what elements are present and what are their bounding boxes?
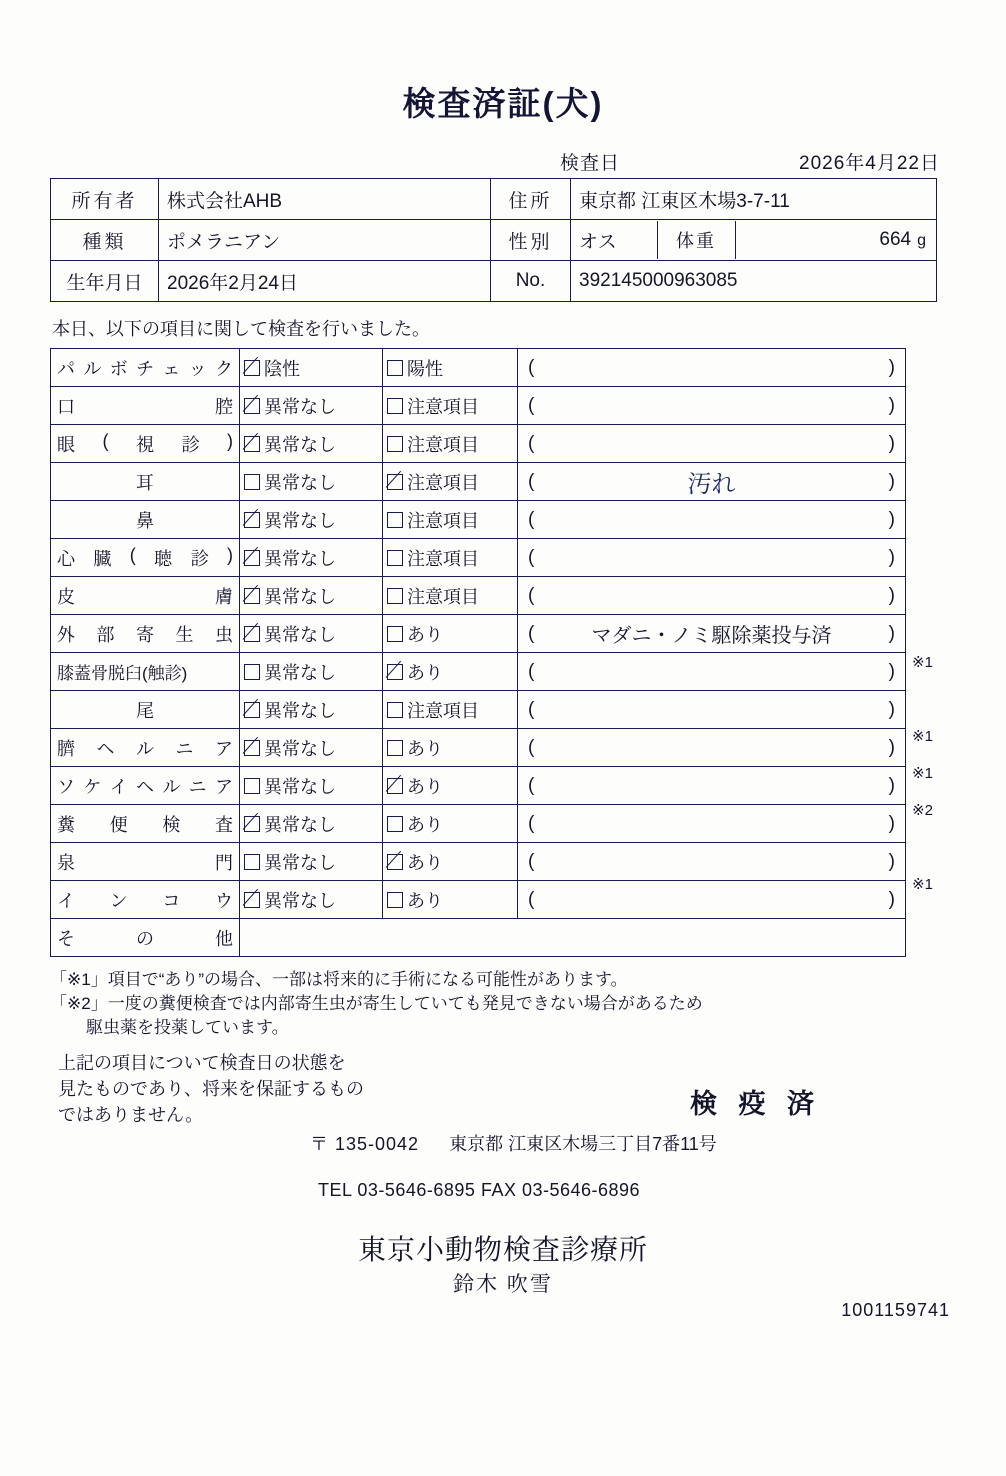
footnote-marker [912,496,972,533]
checkbox-label: あり [407,738,443,759]
lead-sentence: 本日、以下の項目に関して検査を行いました。 [52,319,430,339]
footnotes [50,968,703,1040]
checklist-item-label [51,767,240,805]
checklist-item-label [51,653,240,691]
checklist-item-text: 泉 門 [57,852,233,873]
checkbox-label: 異常なし [264,586,336,607]
checkbox-icon[interactable] [387,360,403,376]
checklist-row-other [51,919,906,957]
checklist-row [51,729,906,767]
paren-close: ) [888,356,895,378]
paren-open: ( [528,888,535,910]
footnote-marker [912,422,972,459]
checkbox-icon[interactable] [387,854,403,870]
page-title: 検査済証(犬) [402,85,604,122]
paren-close: ) [888,698,895,720]
checkbox-option-primary[interactable] [240,653,383,691]
quarantine-stamp: 検 疫 済 [690,1089,822,1119]
checkbox-icon[interactable] [244,436,260,452]
checkbox-icon[interactable] [244,816,260,832]
paren-close: ) [888,432,895,454]
checkbox-label: 陽性 [407,358,443,379]
paren-open: ( [528,356,535,378]
document-number: 1001159741 [841,1300,950,1320]
checkbox-icon[interactable] [244,778,260,794]
checklist-item-text: ソ ケ イ ヘ ル ニ ア [57,776,233,797]
checkbox-icon[interactable] [244,588,260,604]
footnote-marker [912,385,972,422]
paren-close: ) [888,660,895,682]
paren-open: ( [528,774,535,796]
paren-open: ( [528,546,535,568]
animal-info-table [50,178,937,302]
checkbox-option-secondary[interactable] [383,843,518,881]
checkbox-icon[interactable] [387,474,403,490]
checklist-row [51,767,906,805]
checkbox-option-secondary[interactable] [383,691,518,729]
checklist-item-text: 糞 便 検 査 [57,814,233,835]
checkbox-icon[interactable] [244,474,260,490]
footnote-marker [912,607,972,644]
paren-open: ( [528,470,535,492]
checkbox-label: 異常なし [264,434,336,455]
footnote-marker: ※1 [912,765,933,782]
checkbox-label: 注意項目 [407,396,479,417]
checklist-table [50,348,906,957]
other-label: そ の 他 [51,919,240,957]
paren-open: ( [528,850,535,872]
checklist-row [51,615,906,653]
checklist-note-cell[interactable] [518,539,906,577]
footnote-marker: ※1 [912,728,933,745]
checkbox-icon[interactable] [387,626,403,642]
paren-close: ) [888,394,895,416]
checkbox-option-primary[interactable] [240,463,383,501]
checklist-item-label [51,349,240,387]
sex-label: 性別 [491,220,571,261]
no-value: 392145000963085 [571,261,937,302]
checkbox-icon[interactable] [387,816,403,832]
table-row [51,261,937,302]
checkbox-option-secondary[interactable] [383,387,518,425]
checklist-item-text: 耳 [136,472,154,493]
checkbox-icon[interactable] [387,664,403,680]
checklist-note-cell[interactable] [518,843,906,881]
checklist-row [51,501,906,539]
checkbox-option-primary[interactable] [240,843,383,881]
weight-value: 664 [879,229,912,250]
checklist-note-cell[interactable] [518,805,906,843]
address-value: 東京都 江東区木場3-7-11 [571,179,937,220]
checklist-row [51,387,906,425]
checkbox-label: 異常なし [264,890,336,911]
checkbox-option-secondary[interactable] [383,805,518,843]
checkbox-option-secondary[interactable] [383,767,518,805]
checkbox-option-secondary[interactable] [383,463,518,501]
handwritten-note: 汚れ [687,470,736,498]
checkbox-label: 注意項目 [407,548,479,569]
checklist-item-label [51,501,240,539]
checklist-item-text: 尾 [136,700,154,721]
owner-label: 所有者 [51,179,159,220]
birth-label: 生年月日 [51,261,159,302]
paren-open: ( [528,394,535,416]
checkbox-icon[interactable] [387,892,403,908]
clinic-zip: 〒 135-0042 [310,1134,420,1154]
checklist-note-cell[interactable] [518,691,906,729]
checkbox-label: あり [407,890,443,911]
checkbox-icon[interactable] [244,512,260,528]
checklist-item-label [51,539,240,577]
note-text: マダニ・ノミ駆除薬投与済 [591,625,832,647]
checklist-item-text: 心 臓 ( 聴 診 ) [57,544,233,569]
checklist-item-label [51,843,240,881]
footnote-marker [912,570,972,607]
weight-label: 体重 [657,221,735,259]
checkbox-label: 異常なし [264,624,336,645]
checkbox-icon[interactable] [387,550,403,566]
footnote-2: 「※2」一度の糞便検査では内部寄生虫が寄生していても発見できない場合があるため [50,994,703,1014]
paren-open: ( [528,698,535,720]
checklist-note-cell[interactable] [518,767,906,805]
checkbox-icon[interactable] [244,398,260,414]
paren-close: ) [888,850,895,872]
checklist-note-cell[interactable] [518,729,906,767]
checkbox-option-secondary[interactable] [383,615,518,653]
footnote-marker: ※1 [912,654,933,671]
checklist-item-text: 鼻 [136,510,154,531]
footnote-marker: ※2 [912,802,933,819]
paren-close: ) [888,736,895,758]
paren-open: ( [528,432,535,454]
footnote-marker [912,829,972,866]
checklist-row [51,691,906,729]
checklist-item-text: 臍 ヘ ル ニ ア [57,738,233,759]
checkbox-icon[interactable] [387,512,403,528]
footnote-marker-column [912,348,972,903]
checkbox-option-primary[interactable] [240,349,383,387]
checkbox-label: あり [407,776,443,797]
footnote-1: 「※1」項目で“あり”の場合、一部は将来的に手術になる可能性があります。 [50,970,628,989]
checkbox-label: 注意項目 [407,434,479,455]
checkbox-option-primary[interactable] [240,425,383,463]
checkbox-label: 注意項目 [407,472,479,493]
breed-label: 種類 [51,220,159,261]
checklist-note-cell[interactable] [518,653,906,691]
checkbox-option-primary[interactable] [240,615,383,653]
checkbox-icon[interactable] [244,740,260,756]
checkbox-icon[interactable] [387,588,403,604]
checklist-item-text: イ ン コ ウ [57,890,233,911]
checklist-item-text: パ ル ボ チ ェ ッ ク [57,358,233,379]
checkbox-option-secondary[interactable] [383,577,518,615]
checkbox-option-primary[interactable] [240,387,383,425]
checkbox-icon[interactable] [387,740,403,756]
disclaimer [58,1050,364,1128]
paren-close: ) [888,546,895,568]
checkbox-option-secondary[interactable] [383,539,518,577]
clinic-name: 東京小動物検査診療所 [357,1234,648,1265]
breed-value: ポメラニアン [159,220,491,261]
checkbox-option-secondary[interactable] [383,349,518,387]
checkbox-label: あり [407,624,443,645]
sex-value: オス [571,221,657,259]
checkbox-option-secondary[interactable] [383,653,518,691]
checkbox-label: あり [407,662,443,683]
table-row [51,220,937,261]
paren-open: ( [528,622,535,644]
checkbox-label: 異常なし [264,738,336,759]
checkbox-icon[interactable] [244,892,260,908]
birth-value: 2026年2月24日 [159,261,491,302]
checklist-item-text: 皮 膚 [57,586,233,607]
checkbox-option-primary[interactable] [240,881,383,919]
checkbox-icon[interactable] [387,702,403,718]
table-row [51,179,937,220]
checkbox-option-primary[interactable] [240,805,383,843]
checklist-item-label [51,615,240,653]
checkbox-icon[interactable] [244,626,260,642]
checklist-item-label [51,881,240,919]
weight-unit: g [917,232,926,249]
checklist-note-cell[interactable] [518,463,906,501]
checklist-row [51,653,906,691]
checkbox-icon[interactable] [387,398,403,414]
checklist-row [51,425,906,463]
checkbox-label: 注意項目 [407,510,479,531]
sex-weight-cell [571,220,937,261]
paren-close: ) [888,622,895,644]
checklist-item-label [51,691,240,729]
checkbox-option-primary[interactable] [240,691,383,729]
footnote-marker [912,533,972,570]
checkbox-label: 異常なし [264,510,336,531]
checkbox-option-secondary[interactable] [383,729,518,767]
disclaimer-line-1: 上記の項目について検査日の状態を [58,1053,346,1073]
checkbox-option-secondary[interactable] [383,501,518,539]
checkbox-option-secondary[interactable] [383,881,518,919]
disclaimer-line-3: ではありません。 [58,1105,204,1126]
clinic-address-line [310,1130,717,1156]
checklist-item-label [51,805,240,843]
checklist-note-cell[interactable] [518,349,906,387]
checklist-row [51,577,906,615]
checkbox-label: 異常なし [264,852,336,873]
checklist-row [51,881,906,919]
checklist-item-label [51,387,240,425]
checkbox-option-primary[interactable] [240,539,383,577]
checkbox-option-primary[interactable] [240,767,383,805]
checklist-item-label [51,463,240,501]
disclaimer-line-2: 見たものであり、将来を保証するもの [58,1079,364,1100]
checklist-note-cell[interactable] [518,387,906,425]
checklist-row [51,805,906,843]
clinic-signer: 鈴木 吹雪 [453,1273,553,1296]
checkbox-label: 陰性 [264,358,300,379]
clinic-tel: TEL 03-5646-6895 FAX 03-5646-6896 [318,1180,641,1200]
checklist-row [51,539,906,577]
footnote-marker [912,459,972,496]
checklist-note-cell[interactable] [518,615,906,653]
checklist-row [51,843,906,881]
checklist-item-text: 外 部 寄 生 虫 [57,624,233,645]
other-value[interactable] [240,919,906,957]
address-label: 住所 [491,179,571,220]
checkbox-label: 異常なし [264,396,336,417]
checklist-item-text: 口 腔 [57,396,233,417]
checklist-note-cell[interactable] [518,577,906,615]
checklist-item-text: 眼 ( 視 診 ) [57,430,233,455]
checkbox-label: 異常なし [264,548,336,569]
paren-close: ) [888,584,895,606]
footnote-3: 駆虫薬を投薬しています。 [86,1018,289,1038]
exam-date-row [560,148,940,175]
checklist-note-cell[interactable] [518,425,906,463]
paren-close: ) [888,470,895,492]
checkbox-label: あり [407,852,443,873]
footnote-marker: ※1 [912,876,933,893]
weight-cell [735,221,936,259]
checkbox-option-secondary[interactable] [383,425,518,463]
clinic-address: 東京都 江東区木場三丁目7番11号 [449,1134,717,1154]
paren-open: ( [528,508,535,530]
checklist-note-cell[interactable] [518,501,906,539]
checkbox-icon[interactable] [387,778,403,794]
paren-open: ( [528,660,535,682]
exam-date-label: 検査日 [560,153,621,174]
checkbox-label: あり [407,814,443,835]
checklist-item-text: 膝蓋骨脱臼(触診) [57,664,188,683]
checklist-item-label [51,729,240,767]
checkbox-icon[interactable] [244,550,260,566]
checkbox-label: 注意項目 [407,700,479,721]
checkbox-icon[interactable] [244,360,260,376]
paren-open: ( [528,736,535,758]
owner-value: 株式会社AHB [159,179,491,220]
checkbox-label: 異常なし [264,776,336,797]
checkbox-label: 異常なし [264,814,336,835]
checkbox-icon[interactable] [387,436,403,452]
checklist-item-label [51,425,240,463]
checklist-row [51,463,906,501]
footnote-marker [912,681,972,718]
checkbox-label: 注意項目 [407,586,479,607]
paren-close: ) [888,888,895,910]
paren-close: ) [888,774,895,796]
exam-date-value: 2026年4月22日 [799,153,940,174]
checkbox-label: 異常なし [264,700,336,721]
checkbox-icon[interactable] [244,854,260,870]
checkbox-option-primary[interactable] [240,577,383,615]
footnote-marker [912,348,972,385]
paren-open: ( [528,584,535,606]
paren-open: ( [528,812,535,834]
checkbox-option-primary[interactable] [240,501,383,539]
checkbox-icon[interactable] [244,702,260,718]
checkbox-icon[interactable] [244,664,260,680]
checklist-item-label [51,577,240,615]
checklist-row [51,349,906,387]
paren-close: ) [888,508,895,530]
checkbox-option-primary[interactable] [240,729,383,767]
checkbox-label: 異常なし [264,472,336,493]
no-label: No. [491,261,571,302]
paren-close: ) [888,812,895,834]
checklist-note-cell[interactable] [518,881,906,919]
checkbox-label: 異常なし [264,662,336,683]
